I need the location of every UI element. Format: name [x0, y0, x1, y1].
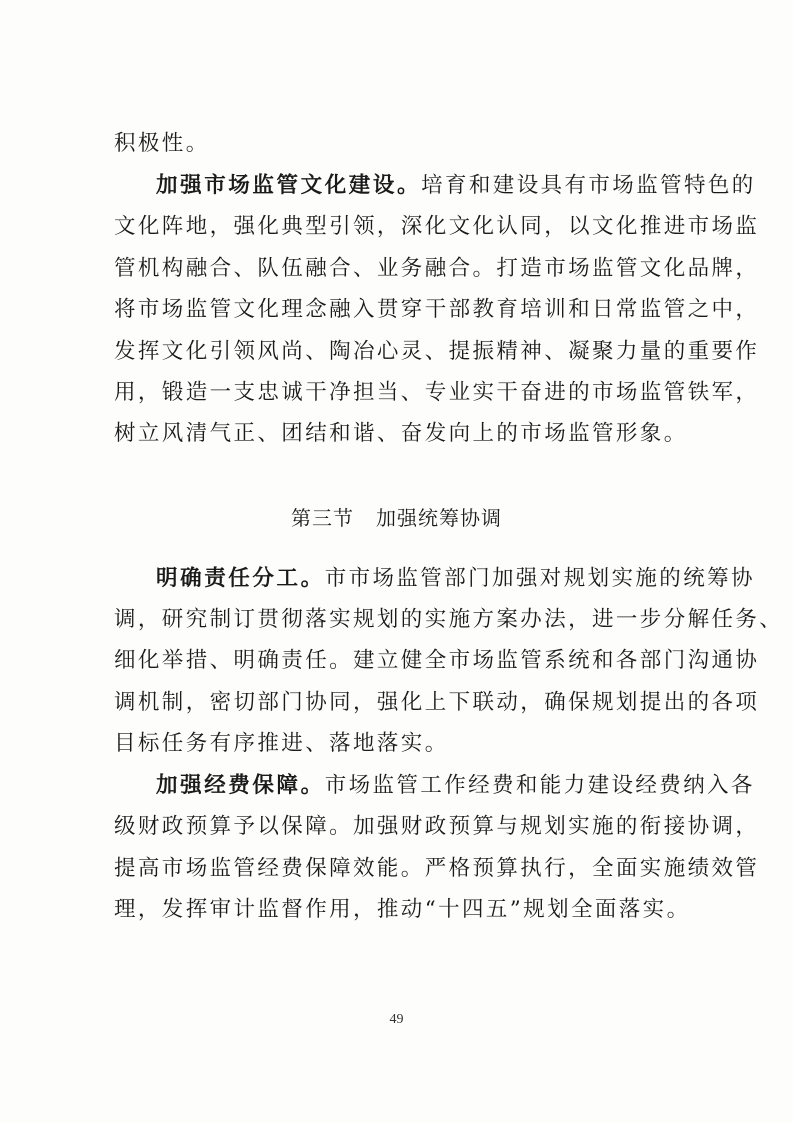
text-line: 用，锻造一支忠诚干净担当、专业实干奋进的市场监管铁军，	[114, 380, 760, 405]
paragraph-text: 培育和建设具有市场监管特色的	[421, 173, 756, 198]
text-line: 将市场监管文化理念融入贯穿干部教育培训和日常监管之中，	[114, 297, 760, 322]
text-line: 级财政预算予以保障。加强财政预算与规划实施的衔接协调，	[114, 814, 760, 839]
paragraph-first-line	[156, 172, 756, 200]
section-heading	[0, 504, 793, 532]
paragraph-text: 市场监管工作经费和能力建设经费纳入各	[324, 773, 755, 798]
text-line: 发挥文化引领风尚、陶冶心灵、提振精神、凝聚力量的重要作	[114, 339, 760, 364]
paragraph-text: 市市场监管部门加强对规划实施的统筹协	[324, 566, 755, 591]
text-line: 管机构融合、队伍融合、业务融合。打造市场监管文化品牌，	[114, 256, 760, 281]
text-line: 目标任务有序推进、落地落实。	[114, 731, 449, 756]
text-line: 理，发挥审计监督作用，推动“十四五”规划全面落实。	[114, 897, 691, 922]
paragraph-heading: 明确责任分工。	[156, 566, 325, 591]
text-line: 调机制，密切部门协同，强化上下联动，确保规划提出的各项	[114, 690, 760, 715]
section-title: 加强统筹协调	[376, 506, 502, 530]
text-line: 调，研究制订贯彻落实规划的实施方案办法，进一步分解任务、	[114, 607, 784, 632]
text-line: 树立风清气正、团结和谐、奋发向上的市场监管形象。	[114, 421, 688, 446]
paragraph-first-line	[156, 565, 755, 593]
text-line: 细化举措、明确责任。建立健全市场监管系统和各部门沟通协	[114, 648, 760, 673]
paragraph-first-line	[156, 772, 755, 800]
paragraph-heading: 加强市场监管文化建设。	[156, 173, 422, 198]
text-line: 积极性。	[114, 131, 210, 156]
text-line: 文化阵地，强化典型引领，深化文化认同，以文化推进市场监	[114, 214, 760, 239]
paragraph-heading: 加强经费保障。	[156, 773, 325, 798]
text-line: 提高市场监管经费保障效能。严格预算执行，全面实施绩效管	[114, 856, 760, 881]
section-number: 第三节	[291, 506, 354, 530]
page-number: 49	[389, 1012, 404, 1027]
